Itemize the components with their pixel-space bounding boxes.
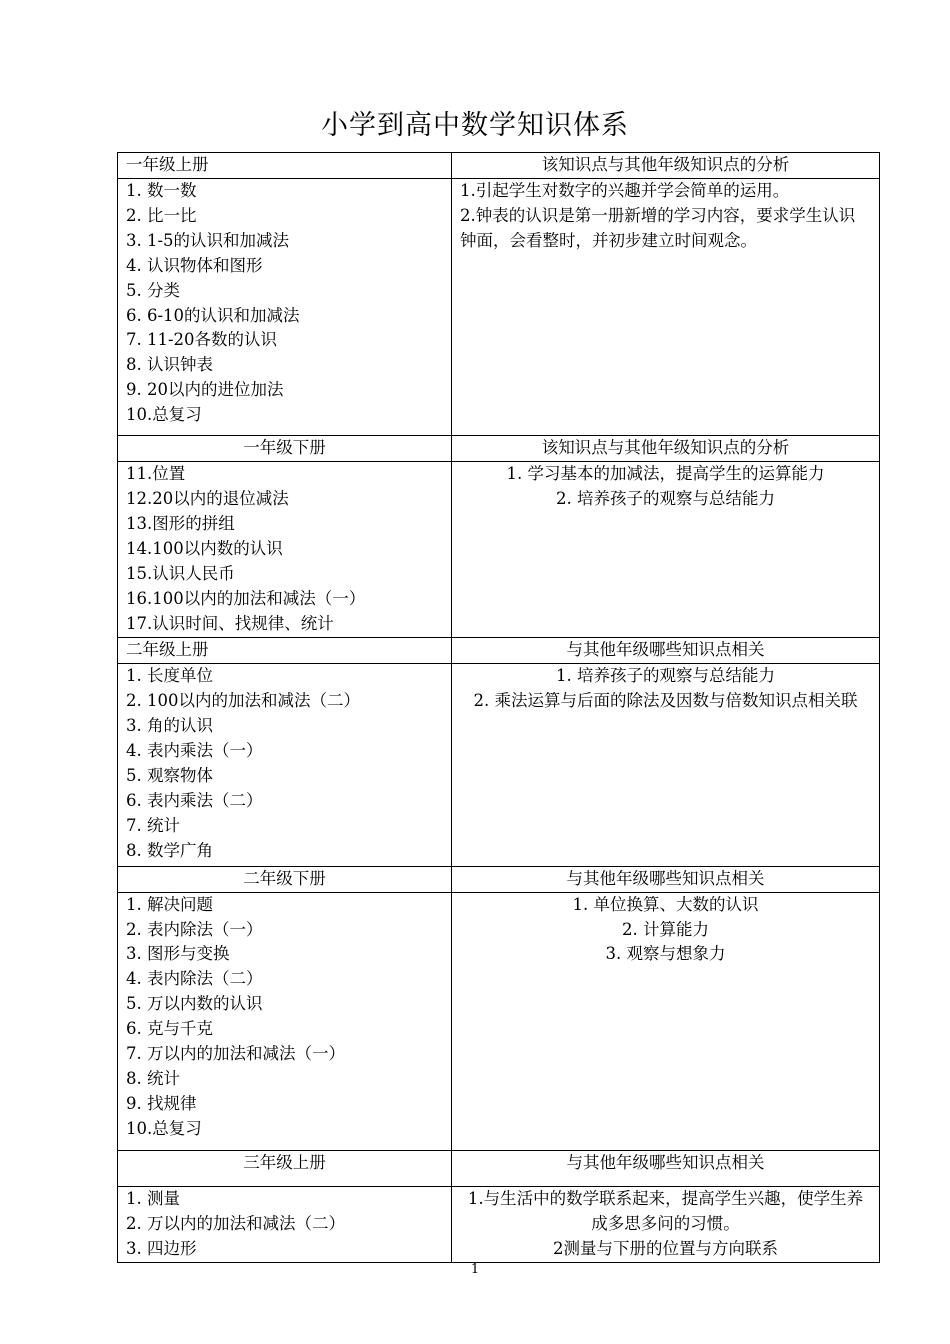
section-header-row [118,153,880,179]
analysis-point: 2. 乘法运算与后面的除法及因数与倍数知识点相关联 [473,691,858,711]
topic-item: 15.认识人民币 [126,563,235,583]
analysis-column-header: 与其他年级哪些知识点相关 [452,1150,880,1186]
analysis-point: 1. 培养孩子的观察与总结能力 [556,666,775,686]
topic-item: 5. 观察物体 [126,766,213,786]
document-title: 小学到高中数学知识体系 [321,110,629,141]
topic-item: 17.认识时间、找规律、统计 [126,613,334,633]
topic-item: 4. 表内除法（二） [126,969,263,989]
topic-item: 2. 比一比 [126,205,197,225]
analysis-point: 2. 培养孩子的观察与总结能力 [556,488,775,508]
topic-item: 4. 认识物体和图形 [126,255,263,275]
topic-item: 7. 11-20各数的认识 [126,330,278,350]
analysis-point: 2. 计算能力 [622,919,709,939]
analysis-text [452,892,880,1150]
analysis-text [452,462,880,638]
analysis-column-header: 与其他年级哪些知识点相关 [452,638,880,664]
topic-item: 1. 测量 [126,1188,180,1208]
topic-item: 11.位置 [126,464,186,484]
topic-item: 8. 统计 [126,1069,180,1088]
section-body-row [118,462,880,638]
analysis-point: 1. 单位换算、大数的认识 [572,894,759,914]
topic-item: 8. 数学广角 [126,840,213,860]
section-body-row [118,179,880,436]
grade-term-header: 一年级下册 [118,436,452,462]
topic-item: 2. 万以内的加法和减法（二） [126,1213,345,1233]
grade-term-header: 二年级上册 [118,638,452,664]
topic-item: 3. 图形与变换 [126,944,230,964]
topic-list [118,179,452,436]
analysis-point: 3. 观察与想象力 [605,944,726,964]
section-header-row [118,436,880,462]
page-number: 1 [470,1262,480,1277]
topic-item: 9. 20以内的进位加法 [126,380,284,400]
topic-item: 3. 1-5的认识和加减法 [126,230,290,250]
topic-item: 8. 认识钟表 [126,355,213,375]
analysis-point: 1. 学习基本的加减法，提高学生的运算能力 [506,464,825,484]
section-body-row [118,892,880,1150]
topic-item: 16.100以内的加法和减法（一） [126,588,366,608]
analysis-point: 1.与生活中的数学联系起来，提高学生兴趣，使学生养成多思多问的习惯。 [467,1188,864,1233]
topic-list [118,664,452,866]
grade-term-header: 二年级下册 [118,866,452,892]
section-body-row [118,1186,880,1263]
topic-item: 2. 100以内的加法和减法（二） [126,691,360,711]
topic-item: 10.总复习 [126,1118,202,1138]
section-header-row [118,638,880,664]
topic-item: 10.总复习 [126,405,202,425]
topic-list [118,1186,452,1263]
grade-term-header: 一年级上册 [118,153,452,179]
analysis-text [452,664,880,866]
analysis-text [452,179,880,436]
topic-item: 14.100以内数的认识 [126,538,283,558]
topic-list [118,892,452,1150]
topic-item: 9. 找规律 [126,1093,197,1113]
topic-item: 12.20以内的退位减法 [126,488,289,508]
topic-item: 5. 分类 [126,280,180,300]
topic-item: 2. 表内除法（一） [126,919,263,939]
topic-item: 3. 角的认识 [126,716,213,736]
topic-item: 6. 表内乘法（二） [126,790,263,810]
topic-item: 1. 解决问题 [126,894,213,914]
section-body-row [118,664,880,866]
analysis-point: 1.引起学生对数字的兴趣并学会简单的运用。 [460,181,790,200]
knowledge-table [117,152,880,1263]
section-header-row [118,1150,880,1186]
topic-item: 13.图形的拼组 [126,513,235,533]
topic-item: 5. 万以内数的认识 [126,994,263,1014]
analysis-point: 2测量与下册的位置与方向联系 [553,1238,778,1258]
topic-item: 4. 表内乘法（一） [126,741,263,761]
topic-item: 1. 数一数 [126,181,197,200]
analysis-column-header: 该知识点与其他年级知识点的分析 [452,153,880,179]
analysis-text [452,1186,880,1263]
analysis-point: 2.钟表的认识是第一册新增的学习内容，要求学生认识钟面，会看整时，并初步建立时间观念。 [460,205,856,250]
topic-item: 1. 长度单位 [126,666,213,686]
grade-term-header: 三年级上册 [118,1150,452,1186]
section-header-row [118,866,880,892]
topic-item: 6. 克与千克 [126,1019,213,1039]
topic-item: 3. 四边形 [126,1238,197,1258]
topic-item: 7. 统计 [126,815,180,835]
topic-list [118,462,452,638]
analysis-column-header: 该知识点与其他年级知识点的分析 [452,436,880,462]
topic-item: 7. 万以内的加法和减法（一） [126,1044,345,1064]
analysis-column-header: 与其他年级哪些知识点相关 [452,866,880,892]
topic-item: 6. 6-10的认识和加减法 [126,305,300,325]
